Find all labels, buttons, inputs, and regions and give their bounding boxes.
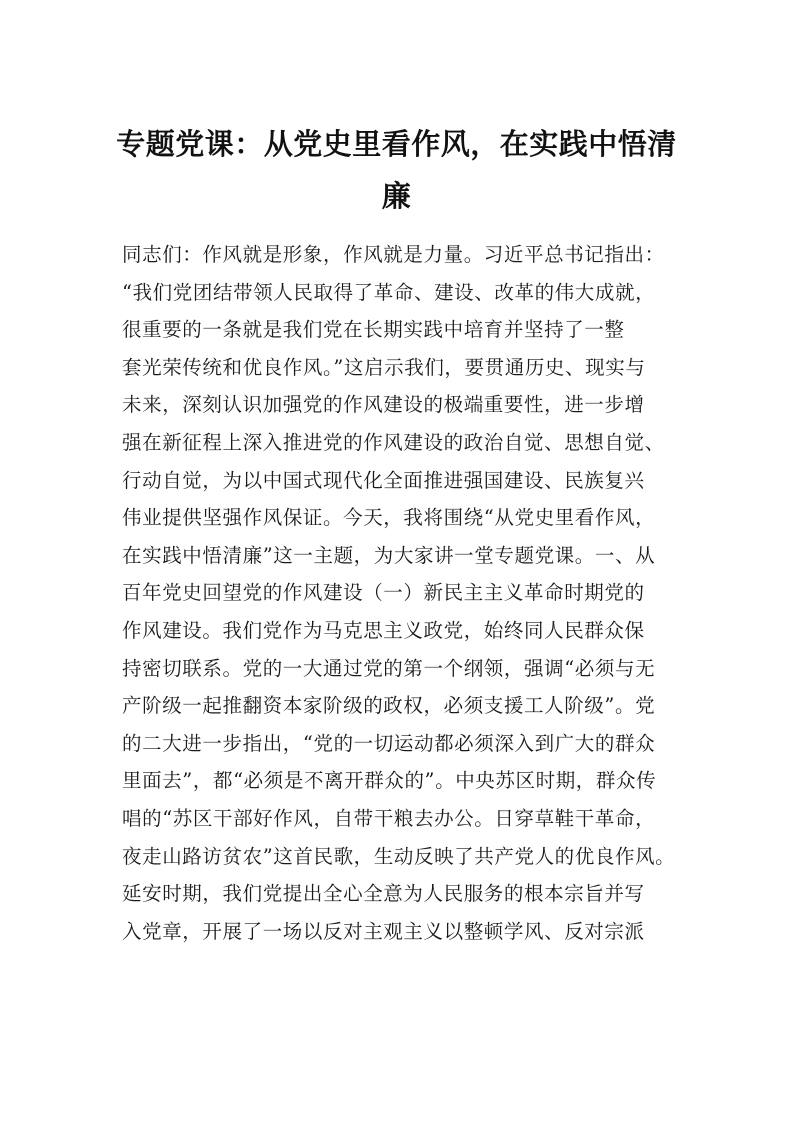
body-line: 很重要的一条就是我们党在长期实践中培育并坚持了一整 — [122, 318, 625, 342]
body-line: “我们党团结带领人民取得了革命、建设、改革的伟大成就， — [122, 280, 656, 304]
body-line: 延安时期，我们党提出全心全意为人民服务的根本宗旨并写 — [122, 882, 645, 906]
body-line: 入党章，开展了一场以反对主观主义以整顿学风、反对宗派 — [122, 919, 645, 943]
body-line: 在实践中悟清廉”这一主题，为大家讲一堂专题党课。一、从 — [122, 543, 656, 567]
body-line: 唱的“苏区干部好作风，自带干粮去办公。日穿草鞋干革命， — [122, 806, 656, 830]
body-line: 的二大进一步指出，“党的一切运动都必须深入到广大的群众 — [122, 731, 656, 755]
body-line: 伟业提供坚强作风保证。今天，我将围绕“从党史里看作风， — [122, 506, 656, 530]
body-line: 产阶级一起推翻资本家阶级的政权，必须支援工人阶级”。党 — [122, 694, 656, 718]
body-line: 里面去”，都“必须是不离开群众的”。中央苏区时期，群众传 — [122, 769, 657, 793]
body-line: 夜走山路访贫农”这首民歌，生动反映了共产党人的优良作风。 — [122, 844, 676, 868]
body-line: 百年党史回望党的作风建设（一）新民主主义革命时期党的 — [122, 581, 645, 605]
document-body — [122, 236, 680, 950]
body-line: 套光荣传统和优良作风。”这启示我们，要贯通历史、现实与 — [122, 355, 646, 379]
document-title: 专题党课：从党史里看作风，在实践中悟清廉 — [116, 127, 677, 213]
body-line: 强在新征程上深入推进党的作风建设的政治自觉、思想自觉、 — [122, 430, 665, 454]
body-line: 持密切联系。党的一大通过党的第一个纲领，强调“必须与无 — [122, 656, 656, 680]
body-line: 作风建设。我们党作为马克思主义政党，始终同人民群众保 — [122, 618, 645, 642]
body-line: 未来，深刻认识加强党的作风建设的极端重要性，进一步增 — [122, 393, 645, 417]
body-line: 同志们：作风就是形象，作风就是力量。习近平总书记指出： — [122, 243, 665, 266]
body-line: 行动自觉，为以中国式现代化全面推进强国建设、民族复兴 — [122, 468, 645, 492]
